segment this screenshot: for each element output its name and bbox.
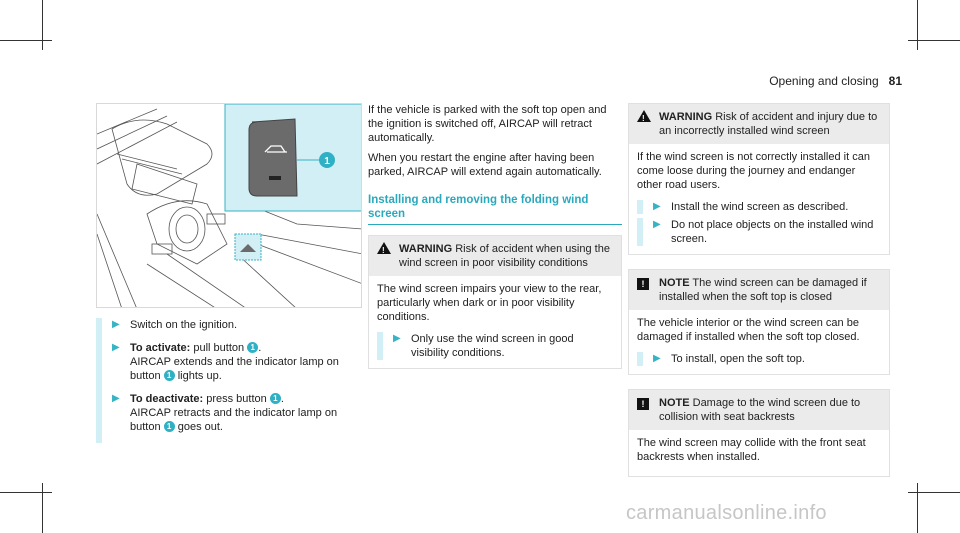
step-text: Only use the wind screen in good visibility conditions. [411, 333, 574, 359]
step-text: To install, open the soft top. [671, 353, 805, 365]
step-arrow-icon: ▶ [112, 342, 120, 353]
note-title [659, 276, 881, 304]
note-box [628, 389, 890, 477]
warning-header [369, 236, 621, 276]
step-label: To deactivate: [130, 393, 204, 405]
instructions-column [96, 318, 362, 443]
warning-header [629, 104, 889, 144]
warning-box [628, 103, 890, 255]
step-label: To activate: [130, 342, 191, 354]
console-drawing [97, 104, 362, 308]
step [637, 200, 881, 214]
callout-badge: 1 [164, 421, 175, 432]
warning-body [369, 276, 621, 368]
note-body [629, 310, 889, 374]
middle-column [368, 103, 622, 383]
note-text: Damage to the wind screen due to collision with seat backrests [659, 397, 861, 423]
warning-title [399, 242, 613, 270]
crop-mark [42, 0, 43, 50]
paragraph: If the wind screen is not correctly installed it can come loose during the journey and endanger other road users. [637, 151, 870, 191]
warning-text: Risk of accident when using the wind screen in poor visibility conditions [399, 243, 610, 269]
right-column [628, 103, 890, 491]
step-arrow-icon: ▶ [393, 333, 401, 344]
note-label: NOTE [659, 277, 690, 289]
crop-mark [908, 492, 960, 493]
crop-mark [908, 40, 960, 41]
crop-mark [0, 492, 52, 493]
step-arrow-icon: ▶ [653, 219, 661, 230]
warning-text: Risk of accident and injury due to an incorrectly installed wind screen [659, 111, 878, 137]
warning-box [368, 235, 622, 369]
note-text: The wind screen can be damaged if installed when the soft top is closed [659, 277, 867, 303]
page-number: 81 [888, 74, 902, 88]
warning-title [659, 110, 881, 138]
crop-mark [0, 40, 52, 41]
note-header [629, 270, 889, 310]
exclamation-icon: ! [637, 398, 649, 410]
crop-mark [42, 483, 43, 533]
warning-label: WARNING [399, 243, 453, 255]
page-header [769, 74, 902, 90]
callout-number: 1 [324, 156, 330, 167]
step-arrow-icon: ▶ [653, 201, 661, 212]
warning-triangle-icon [637, 110, 651, 138]
note-header [629, 390, 889, 430]
step-arrow-icon: ▶ [653, 353, 661, 364]
step [377, 332, 613, 360]
callout-badge: 1 [247, 342, 258, 353]
step-text-part: AIRCAP retracts and the indicator lamp on button [130, 407, 338, 433]
step [112, 392, 362, 434]
step [637, 352, 881, 366]
crop-mark [917, 483, 918, 533]
section-heading: Installing and removing the folding wind screen [368, 193, 622, 225]
watermark: carmanualsonline.info [626, 502, 827, 524]
step-text: Install the wind screen as described. [671, 201, 849, 213]
paragraph: The wind screen impairs your view to the rear, particularly when dark or in poor visibility conditions. [377, 283, 602, 323]
paragraph: The wind screen may collide with the front seat backrests when installed. [637, 437, 866, 463]
step-text: To activate: pull button 1 . AIRCAP extends and the indicator lamp on button 1 lights up. [130, 342, 339, 382]
step-text: Switch on the ignition. [130, 319, 238, 331]
note-box [628, 269, 890, 375]
step [112, 341, 362, 383]
note-label: NOTE [659, 397, 690, 409]
step-text-part: press button [206, 393, 267, 405]
step-text: To deactivate: press button 1 . AIRCAP retracts and the indicator lamp on button 1 goes out. [130, 393, 338, 433]
paragraph: The vehicle interior or the wind screen can be damaged if installed when the soft top closed. [637, 317, 860, 343]
step-text-part: lights up. [177, 370, 222, 382]
aircap-illustration [96, 103, 362, 308]
note-body [629, 430, 889, 476]
section-title: Opening and closing [769, 74, 879, 88]
warning-triangle-icon [377, 242, 391, 270]
exclamation-icon: ! [637, 278, 649, 290]
paragraph: When you restart the engine after having been parked, AIRCAP will extend again automatically. [368, 152, 602, 178]
callout-badge: 1 [164, 370, 175, 381]
warning-body [629, 144, 889, 254]
step [637, 218, 881, 246]
step-text-part: pull button [193, 342, 245, 354]
callout-badge: 1 [270, 393, 281, 404]
crop-mark [917, 0, 918, 50]
warning-label: WARNING [659, 111, 713, 123]
step-arrow-icon: ▶ [112, 319, 120, 330]
paragraph: If the vehicle is parked with the soft top open and the ignition is switched off, AIRCAP will retract automatically. [368, 104, 607, 144]
note-title [659, 396, 881, 424]
step [112, 318, 362, 332]
step-text-part: goes out. [177, 421, 223, 433]
step-text-part: AIRCAP extends and the indicator lamp on button [130, 356, 339, 382]
step-text: Do not place objects on the installed wind screen. [671, 219, 874, 245]
step-arrow-icon: ▶ [112, 393, 120, 404]
